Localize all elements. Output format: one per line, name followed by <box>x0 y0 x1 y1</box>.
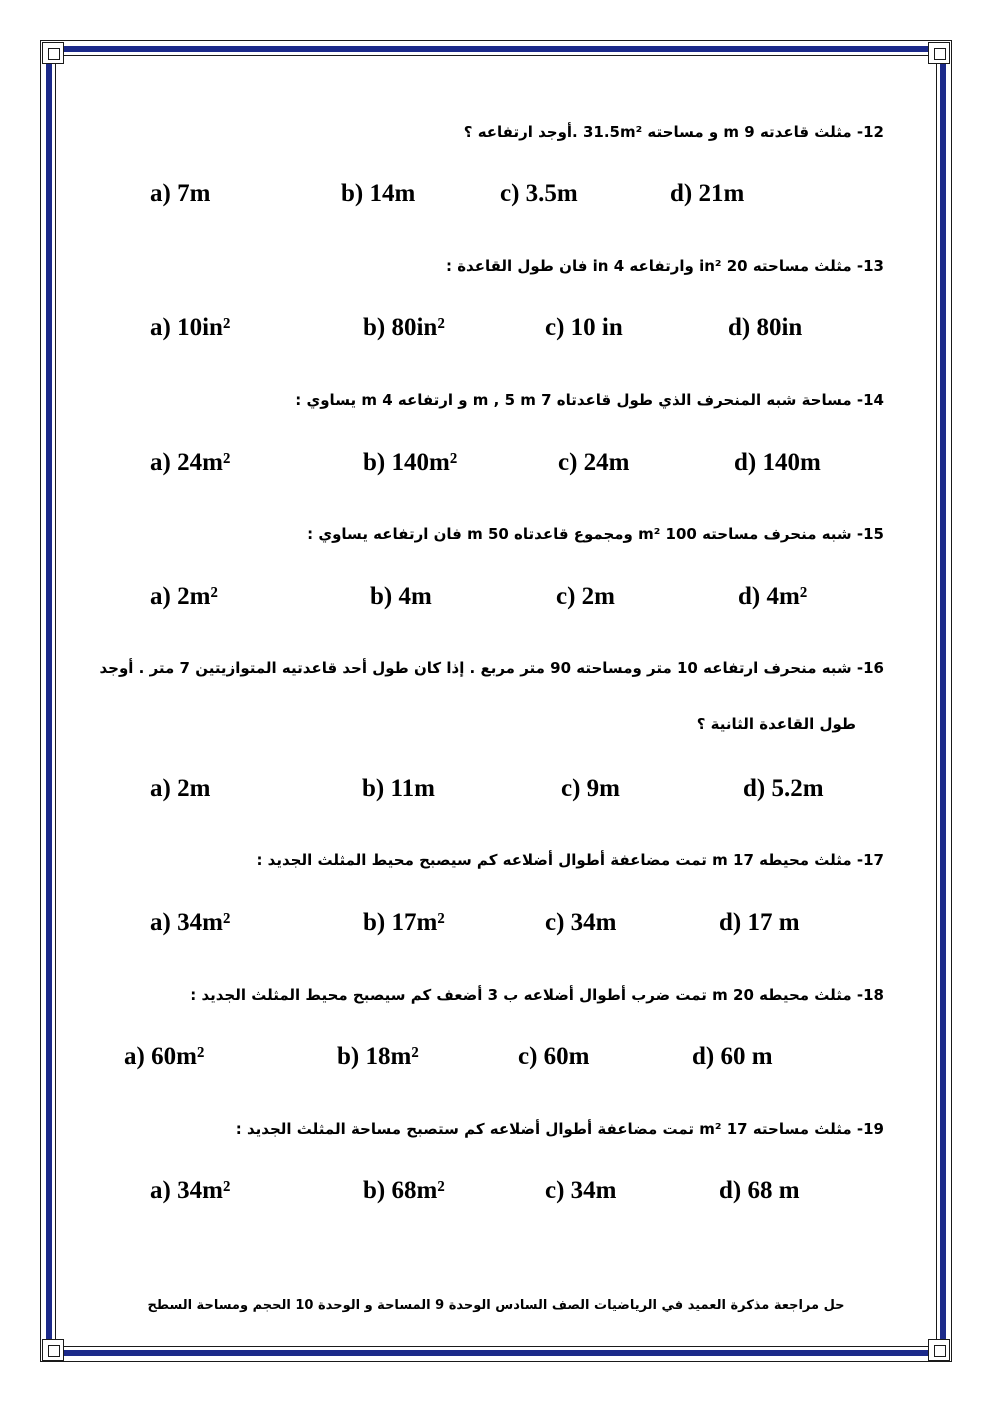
q13-option-b: b) 80in² <box>363 314 445 341</box>
q19-option-c: c) 34m <box>545 1177 617 1204</box>
q16-option-a: a) 2m <box>150 775 211 802</box>
q16-option-b: b) 11m <box>362 775 435 802</box>
q15-option-a: a) 2m² <box>150 583 218 610</box>
question-17: 17- مثلث محيطه 17 m تمت مضاعفة أطوال أضلاعه كم سيصبح محيط المثلث الجديد : <box>256 851 884 869</box>
q15-option-d: d) 4m² <box>738 583 808 610</box>
q12-option-d: d) 21m <box>670 180 745 207</box>
q13-option-a: a) 10in² <box>150 314 231 341</box>
q18-option-a: a) 60m² <box>124 1043 205 1070</box>
q14-option-b: b) 140m² <box>363 449 458 476</box>
question-18: 18- مثلث محيطه 20 m تمت ضرب أطوال أضلاعه ب 3 أضعف كم سيصبح محيط المثلث الجديد : <box>190 986 884 1004</box>
q14-option-c: c) 24m <box>558 449 630 476</box>
q15-option-b: b) 4m <box>370 583 432 610</box>
q17-option-c: c) 34m <box>545 909 617 936</box>
question-16: 16- شبه منحرف ارتفاعه 10 متر ومساحته 90 متر مربع . إذا كان طول أحد قاعدتيه المتوازيتين 7 متر . أوجد <box>99 659 884 677</box>
q19-option-b: b) 68m² <box>363 1177 445 1204</box>
q12-option-c: c) 3.5m <box>500 180 578 207</box>
q18-option-d: d) 60 m <box>692 1043 773 1070</box>
q14-option-d: d) 140m <box>734 449 821 476</box>
q12-option-a: a) 7m <box>150 180 211 207</box>
corner-ornament-top-right <box>928 42 950 64</box>
question-19: 19- مثلث مساحته 17 m² تمت مضاعفة أطوال أضلاعه كم ستصبح مساحة المثلث الجديد : <box>235 1120 884 1138</box>
q12-option-b: b) 14m <box>341 180 416 207</box>
q19-option-d: d) 68 m <box>719 1177 800 1204</box>
q17-option-b: b) 17m² <box>363 909 445 936</box>
question-16-continued: طول القاعدة الثانية ؟ <box>696 715 856 733</box>
question-12: 12- مثلث قاعدته 9 m و مساحته 31.5m² .أوجد ارتفاعه ؟ <box>463 123 884 141</box>
q17-option-d: d) 17 m <box>719 909 800 936</box>
question-13: 13- مثلث مساحته 20 in² وارتفاعه 4 in فان طول القاعدة : <box>445 257 884 275</box>
q15-option-c: c) 2m <box>556 583 615 610</box>
q13-option-c: c) 10 in <box>545 314 623 341</box>
q17-option-a: a) 34m² <box>150 909 231 936</box>
q16-option-c: c) 9m <box>561 775 620 802</box>
q16-option-d: d) 5.2m <box>743 775 824 802</box>
question-14: 14- مساحة شبه المنحرف الذي طول قاعدتاه 7 m , 5 m و ارتفاعه 4 m يساوي : <box>295 391 884 409</box>
q14-option-a: a) 24m² <box>150 449 231 476</box>
page-border-inner <box>55 55 937 1347</box>
corner-ornament-bottom-left <box>42 1339 64 1361</box>
page-footer: حل مراجعة مذكرة العميد في الرياضيات الصف السادس الوحدة 9 المساحة و الوحدة 10 الحجم ومساحة السطح <box>147 1298 845 1313</box>
corner-ornament-bottom-right <box>928 1339 950 1361</box>
q18-option-c: c) 60m <box>518 1043 590 1070</box>
q18-option-b: b) 18m² <box>337 1043 419 1070</box>
question-15: 15- شبه منحرف مساحته 100 m² ومجموع قاعدتاه 50 m فان ارتفاعه يساوي : <box>307 525 884 543</box>
q19-option-a: a) 34m² <box>150 1177 231 1204</box>
corner-ornament-top-left <box>42 42 64 64</box>
q13-option-d: d) 80in <box>728 314 803 341</box>
